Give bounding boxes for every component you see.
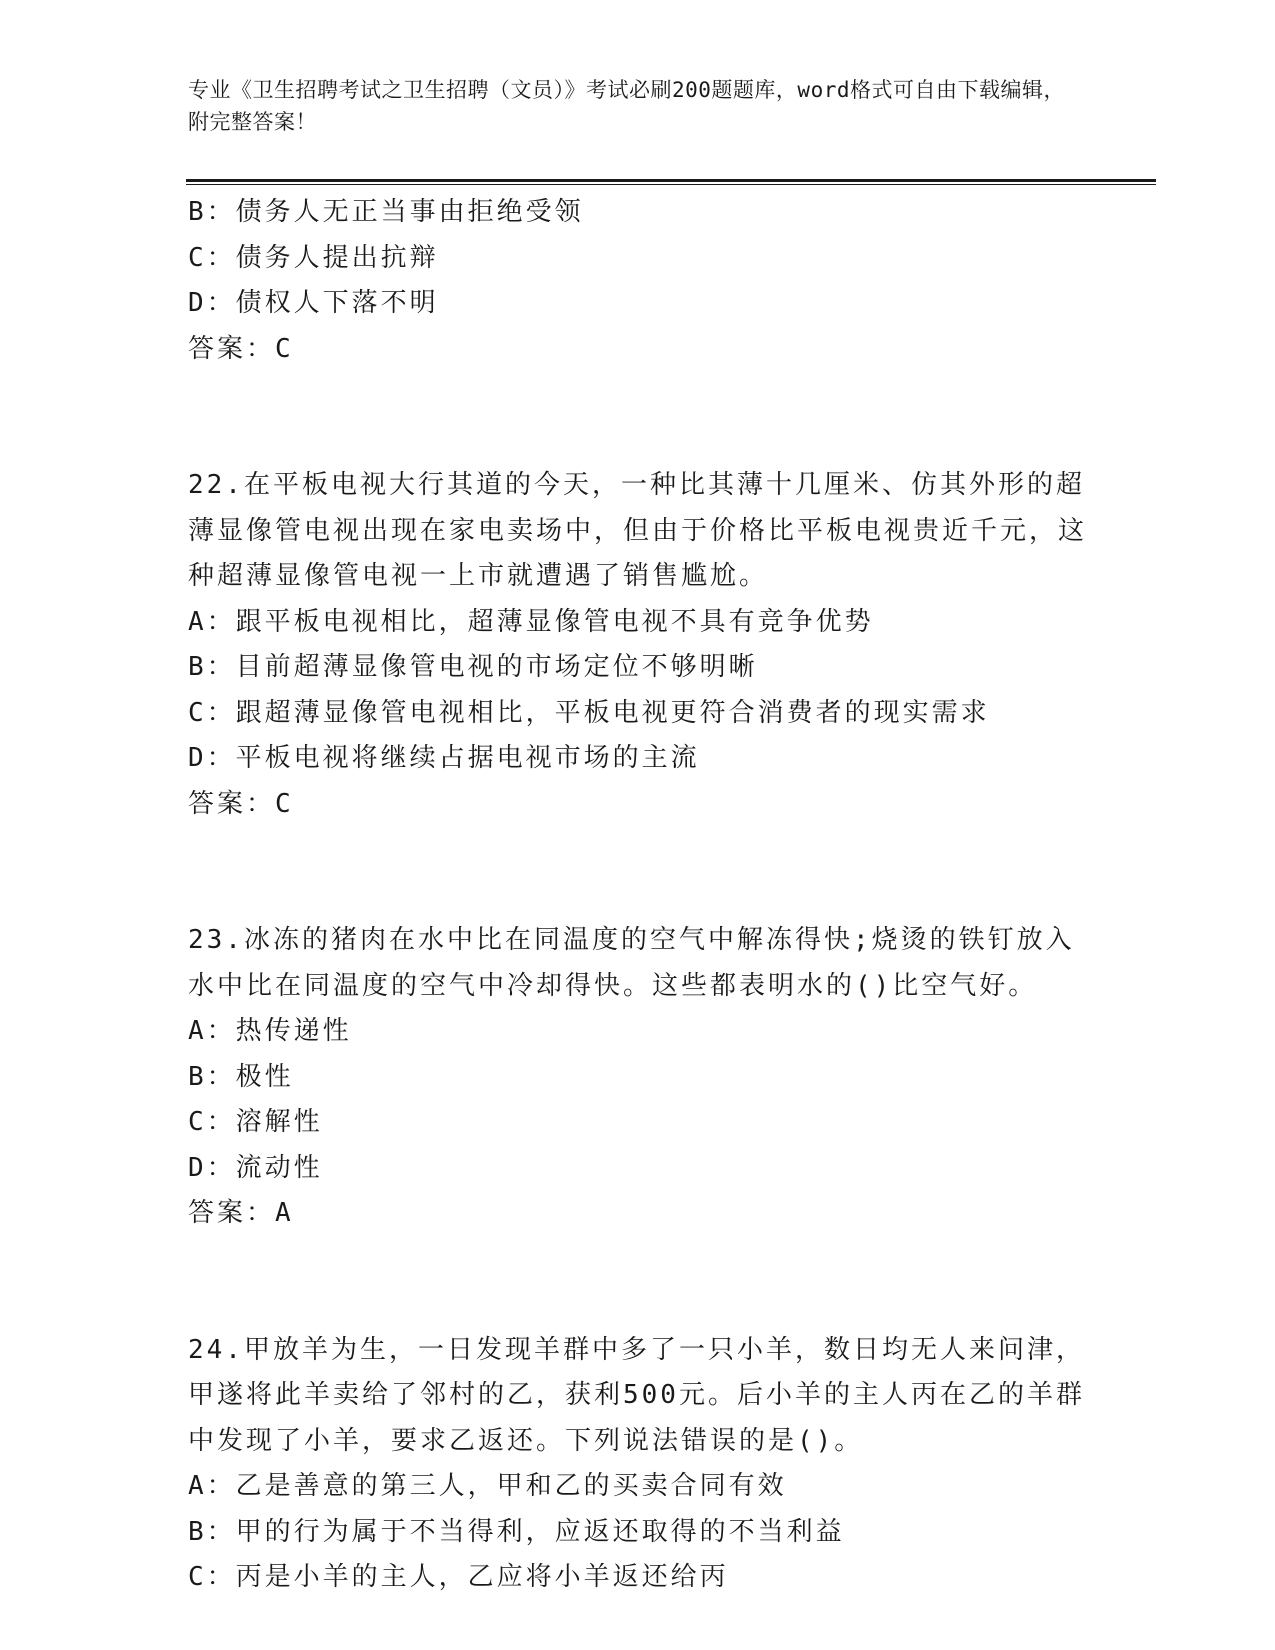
option-a: A：乙是善意的第三人，甲和乙的买卖合同有效 xyxy=(188,1471,787,1501)
answer-line: 答案：A xyxy=(188,1198,294,1228)
option-b: B：甲的行为属于不当得利，应返还取得的不当利益 xyxy=(188,1516,845,1547)
option-b: B：目前超薄显像管电视的市场定位不够明晰 xyxy=(188,652,758,682)
question-text: 24.甲放羊为生，一日发现羊群中多了一只小羊，数日均无人来问津，甲遂将此羊卖给了邻村的乙，获利500元。后小羊的主人丙在乙的羊群中发现了小羊，要求乙返还。下列说法错误的是()。 xyxy=(188,1334,1085,1456)
option-d: D：流动性 xyxy=(188,1152,323,1183)
block-spacer xyxy=(188,827,1088,918)
option-a: A：跟平板电视相比，超薄显像管电视不具有竞争优势 xyxy=(188,606,874,637)
question-text: 23.冰冻的猪肉在水中比在同温度的空气中解冻得快;烧烫的铁钉放入水中比在同温度的空气中冷却得快。这些都表明水的()比空气好。 xyxy=(188,925,1075,1001)
option-c: C：债务人提出抗辩 xyxy=(188,242,439,273)
block-spacer xyxy=(188,372,1088,463)
option-b: B：极性 xyxy=(188,1061,294,1092)
header-rule-thick xyxy=(186,179,1156,182)
question-block xyxy=(188,190,1088,372)
option-c: C：跟超薄显像管电视相比，平板电视更符合消费者的现实需求 xyxy=(188,697,990,728)
document-header xyxy=(188,74,1068,138)
question-block xyxy=(188,463,1088,827)
question-text: 22.在平板电视大行其道的今天，一种比其薄十几厘米、仿其外形的超薄显像管电视出现在家电卖场中，但由于价格比平板电视贵近千元，这种超薄显像管电视一上市就遭遇了销售尴尬。 xyxy=(188,470,1088,591)
option-d: D：债权人下落不明 xyxy=(188,288,439,318)
question-block xyxy=(188,918,1088,1237)
question-block xyxy=(188,1328,1088,1601)
option-d: D：平板电视将继续占据电视市场的主流 xyxy=(188,743,700,773)
header-rule-thin xyxy=(186,184,1156,185)
option-b: B：债务人无正当事由拒绝受领 xyxy=(188,197,584,227)
answer-line: 答案：C xyxy=(188,333,294,364)
header-title: 专业《卫生招聘考试之卫生招聘（文员）》考试必刷200题题库，word格式可自由下载编辑，附完整答案！ xyxy=(188,78,1065,134)
option-c: C：溶解性 xyxy=(188,1107,323,1137)
answer-line: 答案：C xyxy=(188,788,294,819)
question-list xyxy=(188,190,1088,1601)
block-spacer xyxy=(188,1237,1088,1328)
option-c: C：丙是小羊的主人，乙应将小羊返还给丙 xyxy=(188,1562,729,1592)
option-a: A：热传递性 xyxy=(188,1016,352,1046)
